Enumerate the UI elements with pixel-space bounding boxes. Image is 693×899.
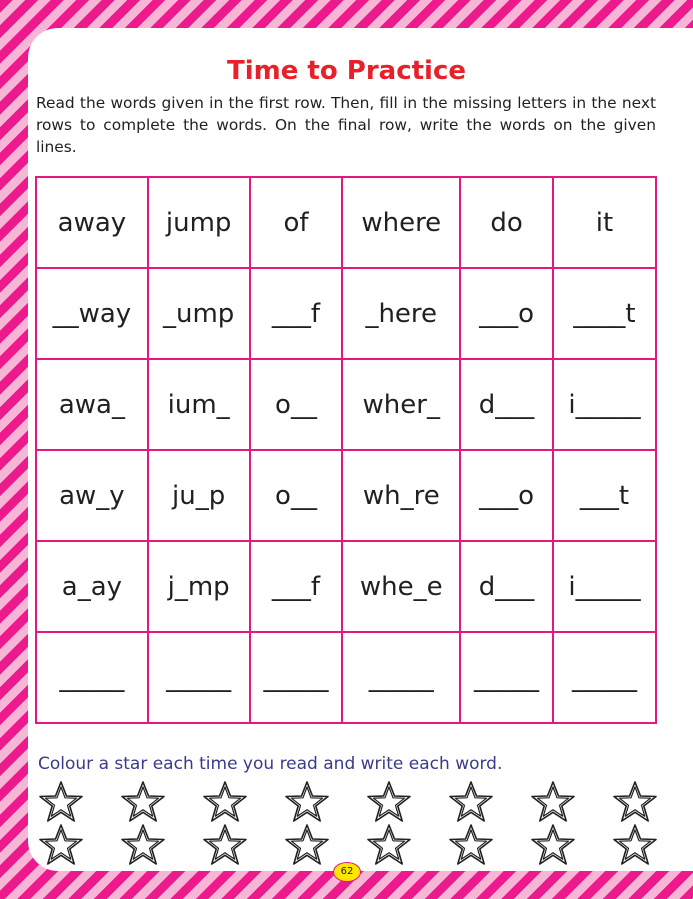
grid-cell: _____ [251, 633, 344, 724]
star-outline-icon[interactable] [530, 780, 576, 823]
grid-cell: _____ [461, 633, 554, 724]
grid-cell: ____t [554, 269, 657, 360]
star-outline-icon[interactable] [120, 780, 166, 823]
star-outline-icon[interactable] [612, 780, 658, 823]
grid-cell: _____ [343, 633, 461, 724]
grid-cell: o__ [251, 451, 344, 542]
grid-cell: _____ [37, 633, 149, 724]
page-title: Time to Practice [227, 56, 466, 86]
grid-cell: d___ [461, 542, 554, 633]
grid-cell: i_____ [554, 360, 657, 451]
grid-cell: it [554, 178, 657, 269]
grid-cell: away [37, 178, 149, 269]
grid-cell: where [343, 178, 461, 269]
grid-cell: awa_ [37, 360, 149, 451]
star-grid [38, 780, 658, 866]
grid-cell: j_mp [149, 542, 251, 633]
page-number: 62 [333, 862, 361, 882]
grid-row [37, 269, 657, 360]
grid-cell: ium_ [149, 360, 251, 451]
star-outline-icon[interactable] [202, 780, 248, 823]
grid-cell: ju_p [149, 451, 251, 542]
grid-cell: wher_ [343, 360, 461, 451]
grid-cell: _here [343, 269, 461, 360]
grid-cell: of [251, 178, 344, 269]
grid-cell: _____ [149, 633, 251, 724]
star-outline-icon[interactable] [612, 823, 658, 866]
grid-row [37, 451, 657, 542]
star-outline-icon[interactable] [366, 823, 412, 866]
grid-cell: ___f [251, 542, 344, 633]
grid-row [37, 542, 657, 633]
grid-row [37, 178, 657, 269]
star-caption: Colour a star each time you read and write each word. [38, 754, 503, 774]
star-outline-icon[interactable] [202, 823, 248, 866]
star-outline-icon[interactable] [284, 780, 330, 823]
grid-cell: __way [37, 269, 149, 360]
star-outline-icon[interactable] [448, 823, 494, 866]
grid-cell: _____ [554, 633, 657, 724]
star-outline-icon[interactable] [530, 823, 576, 866]
grid-cell: a_ay [37, 542, 149, 633]
instructions: Read the words given in the first row. Then, fill in the missing letters in the next rows to complete the words. On the final row, write the words on the given lines. [36, 94, 656, 156]
star-row [38, 823, 658, 866]
star-outline-icon[interactable] [38, 823, 84, 866]
grid-cell: d___ [461, 360, 554, 451]
star-outline-icon[interactable] [120, 823, 166, 866]
grid-cell: wh_re [343, 451, 461, 542]
grid-cell: do [461, 178, 554, 269]
grid-cell: o__ [251, 360, 344, 451]
grid-cell: _ump [149, 269, 251, 360]
grid-cell: whe_e [343, 542, 461, 633]
star-row [38, 780, 658, 823]
grid-cell: ___t [554, 451, 657, 542]
grid-cell: ___f [251, 269, 344, 360]
grid-cell: jump [149, 178, 251, 269]
star-outline-icon[interactable] [366, 780, 412, 823]
grid-cell: ___o [461, 269, 554, 360]
grid-row [37, 360, 657, 451]
grid-cell: ___o [461, 451, 554, 542]
grid-cell: aw_y [37, 451, 149, 542]
star-outline-icon[interactable] [38, 780, 84, 823]
word-grid [35, 176, 657, 724]
star-outline-icon[interactable] [284, 823, 330, 866]
star-outline-icon[interactable] [448, 780, 494, 823]
grid-row [37, 633, 657, 724]
grid-cell: i_____ [554, 542, 657, 633]
